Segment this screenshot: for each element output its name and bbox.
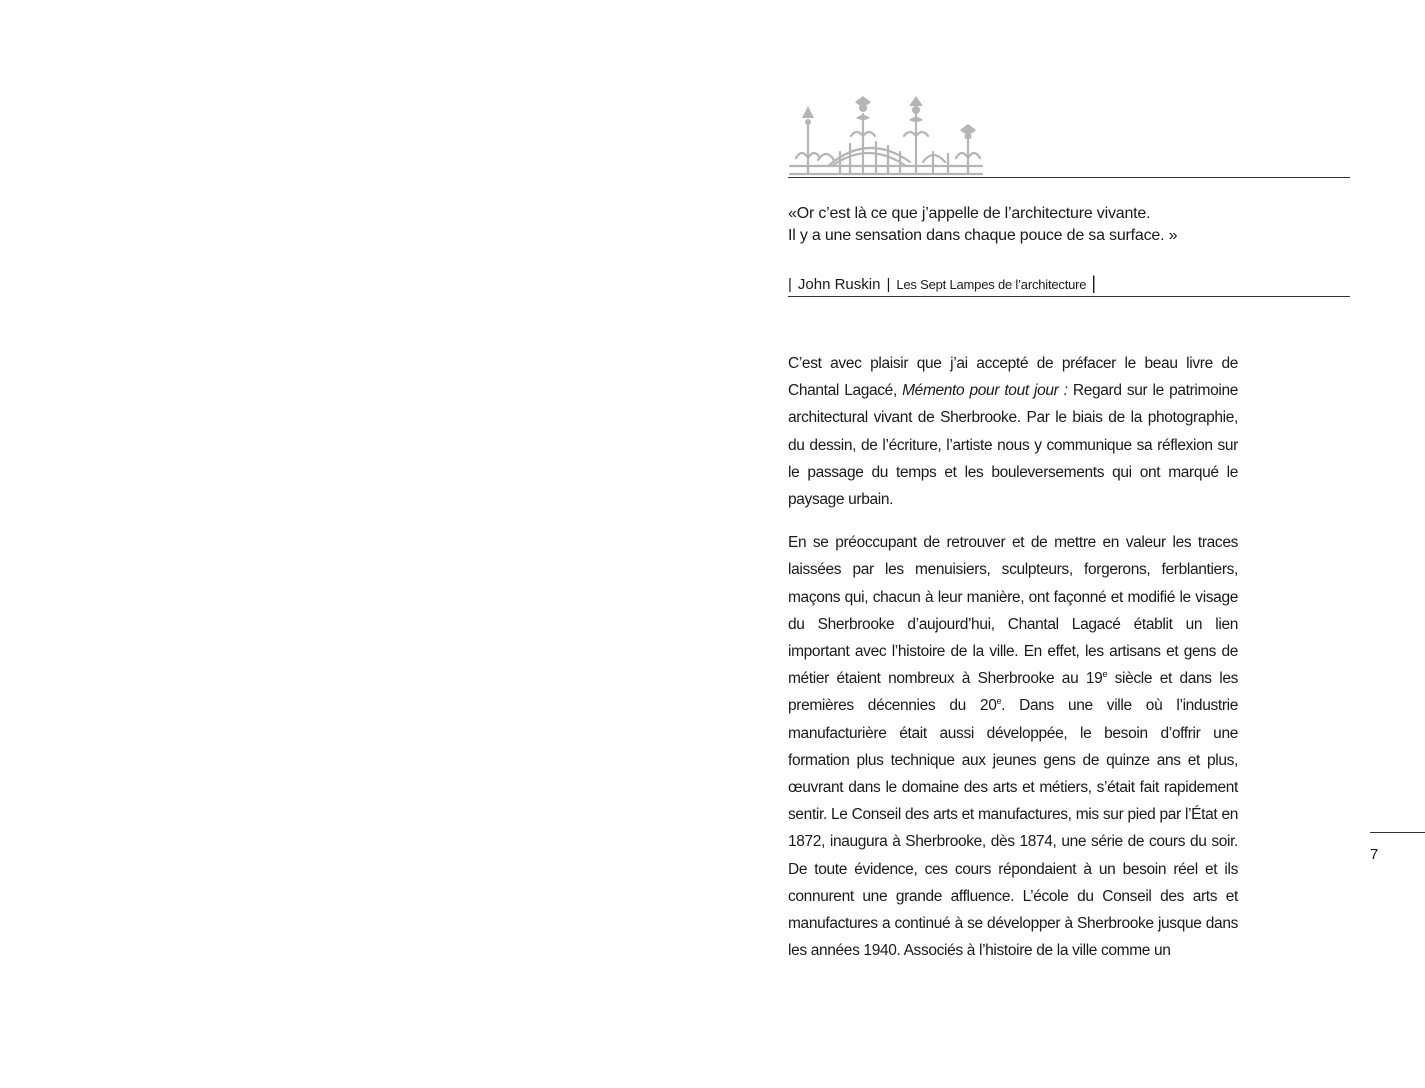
- paragraph-1: C’est avec plaisir que j’ai accepté de préfacer le beau livre de Chantal Lagacé, Mémento pour tout jour : Regard sur le patrimoine architectural vivant de Sherbrooke. Par le biais de la photographie, du dessin, de l’écriture, l’artiste nous y communique sa réflexion sur le passage du temps et les bouleversements qui ont marqué le paysage urbain.: [788, 355, 1238, 509]
- quote-line-1: «Or c’est là ce que j’appelle de l’architecture vivante.: [788, 205, 1151, 222]
- page-number-rule: [1370, 832, 1425, 833]
- epigraph-quote: [788, 203, 1348, 247]
- quote-attribution: [788, 273, 1096, 295]
- middle-divider: [788, 296, 1350, 297]
- top-divider: [788, 177, 1350, 178]
- ironwork-ornament-icon: [788, 96, 984, 176]
- book-title: Mémento pour tout jour :: [902, 382, 1068, 400]
- quote-line-2: Il y a une sensation dans chaque pouce de sa surface. »: [788, 227, 1178, 244]
- separator: |: [788, 276, 792, 293]
- page-number: 7: [1370, 846, 1379, 863]
- preface-body: [788, 350, 1238, 980]
- quote-author: John Ruskin: [797, 276, 881, 293]
- separator: |: [886, 276, 891, 293]
- separator: |: [1091, 273, 1097, 293]
- quote-source-work: Les Sept Lampes de l’architecture: [896, 277, 1087, 292]
- paragraph-2: En se préoccupant de retrouver et de mettre en valeur les traces laissées par les menuisiers, sculpteurs, forgerons, ferblantiers, maçons qui, chacun à leur manière, ont façonné et modifié le visage du Sherbrooke d’aujourd’hui, Chantal Lagacé établit un lien important avec l’histoire de la ville. En effet, les artisans et gens de métier étaient nombreux à Sherbrooke au 19e siècle et dans les premières décennies du 20e. Dans une ville où l’industrie manufacturière était aussi développée, le besoin d’offrir une formation plus technique aux jeunes gens de quinze ans et plus, œuvrant dans le domaine des arts et métiers, s’était fait rapidement sentir. Le Conseil des arts et manufactures, mis sur pied par l’État en 1872, inaugura à Sherbrooke, dès 1874, une série de cours du soir. De toute évidence, ces cours répondaient à un besoin réel et ils connurent une grande affluence. L’école du Conseil des arts et manufactures a continué à se développer à Sherbrooke jusque dans les années 1940. Associés à l’histoire de la ville comme un: [788, 534, 1239, 960]
